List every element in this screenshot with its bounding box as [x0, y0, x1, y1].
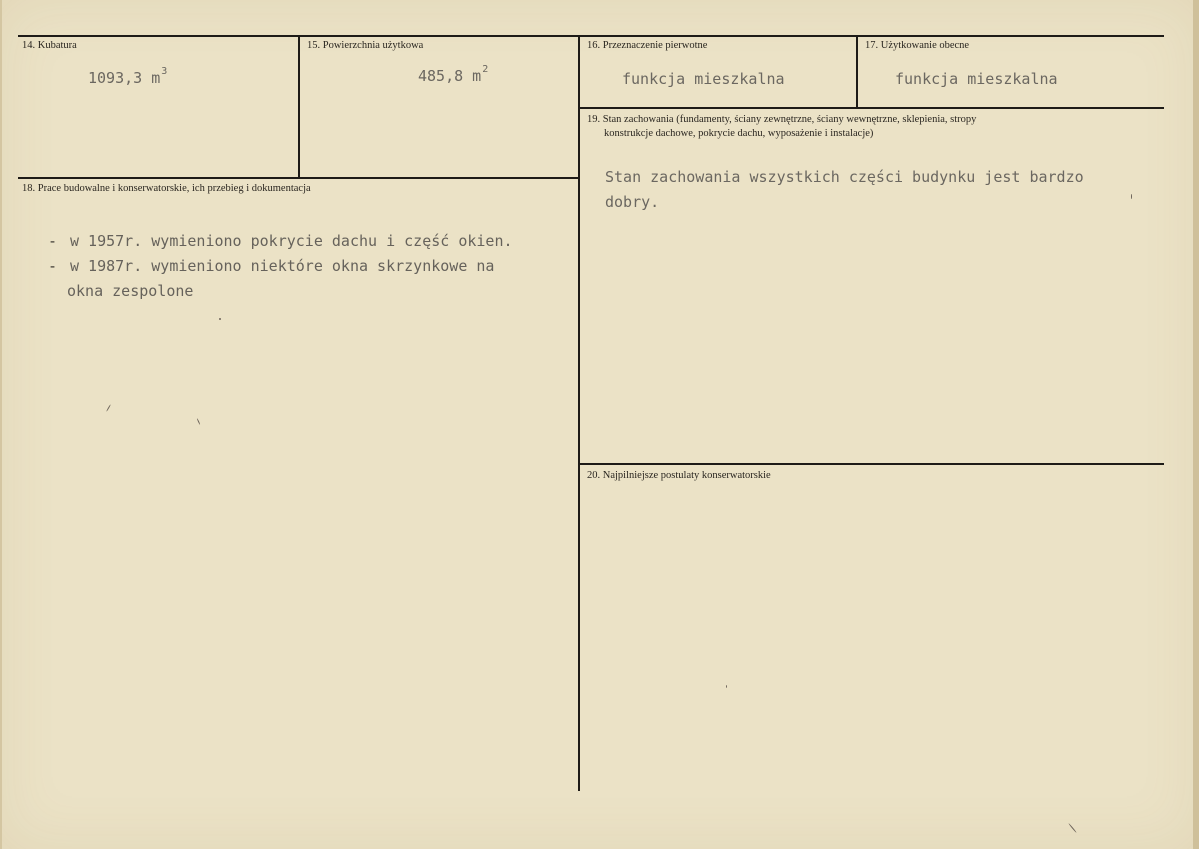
divider-14-15 [298, 35, 300, 177]
center-divider [578, 35, 580, 791]
paper-speck [726, 685, 727, 688]
rule-under-19 [578, 463, 1164, 465]
field-15-exponent: 2 [482, 64, 489, 75]
field-14-label: 14. Kubatura [22, 40, 77, 51]
field-19-label-line-2: konstrukcje dachowe, pokrycie dachu, wyposażenie i instalacje) [604, 128, 874, 139]
list-item-continuation: okna zespolone [67, 282, 194, 300]
field-14-exponent: 3 [161, 66, 168, 77]
field-15-label: 15. Powierzchnia użytkowa [307, 40, 424, 51]
card-left-edge [0, 0, 2, 849]
divider-16-17 [856, 35, 858, 108]
paper-speck [106, 404, 111, 411]
field-14-value [88, 66, 167, 87]
list-dash: - [48, 232, 58, 250]
rule-under-16-17 [578, 107, 1164, 109]
list-dash: - [48, 257, 58, 275]
field-16-label: 16. Przeznaczenie pierwotne [587, 40, 708, 51]
top-rule [18, 35, 1164, 37]
list-item [48, 254, 513, 304]
field-17-label: 17. Użytkowanie obecne [865, 40, 970, 51]
rule-under-14-15 [18, 177, 579, 179]
field-20-label: 20. Najpilniejsze postulaty konserwatorskie [587, 470, 771, 481]
card-right-edge [1193, 0, 1199, 849]
field-15-value-text: 485,8 m [418, 67, 482, 85]
field-15-value [418, 64, 488, 85]
field-19-label-line-1: 19. Stan zachowania (fundamenty, ściany zewnętrzne, ściany wewnętrzne, sklepienia, stropy [587, 114, 977, 125]
paper-speck [219, 318, 221, 320]
field-19-value: Stan zachowania wszystkich części budynku jest bardzo dobry. [605, 168, 1084, 211]
paper-speck [1131, 194, 1132, 199]
list-item-text: w 1957r. wymieniono pokrycie dachu i część okien. [70, 232, 513, 250]
field-16-value: funkcja mieszkalna [622, 70, 785, 88]
list-item [48, 229, 513, 254]
paper-speck [197, 418, 201, 425]
field-18-list [48, 229, 513, 304]
field-18-label: 18. Prace budowalne i konserwatorskie, ich przebieg i dokumentacja [22, 183, 311, 194]
paper-speck [1068, 823, 1076, 833]
field-14-value-text: 1093,3 m [88, 69, 161, 87]
field-17-value: funkcja mieszkalna [895, 70, 1058, 88]
list-item-text: w 1987r. wymieniono niektóre okna skrzynkowe na [70, 257, 495, 275]
